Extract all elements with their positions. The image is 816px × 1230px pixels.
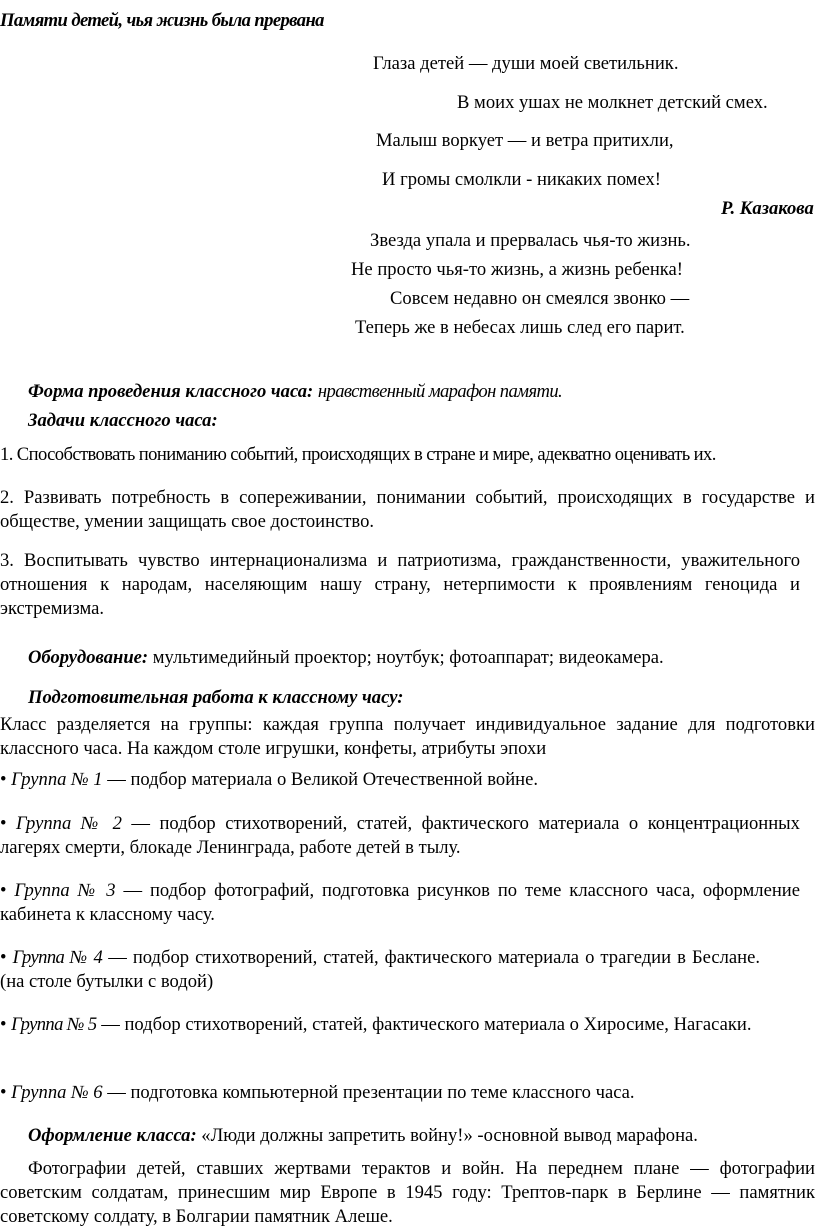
- task-item: 1. Способствовать пониманию событий, происходящих в стране и мире, адекватно оценивать их.: [0, 444, 716, 465]
- task-item: 2. Развивать потребность в сопереживании, понимании событий, происходящих в государстве и обществе, умении защищать свое достоинство.: [0, 487, 815, 532]
- group-name: Группа № 4: [12, 947, 103, 968]
- group-text: — подбор фотографий, подготовка рисунков по теме классного часа, оформление кабинета к классному часу.: [0, 880, 800, 925]
- form-line: [28, 381, 562, 403]
- form-label: Форма проведения классного часа:: [28, 381, 314, 402]
- decoration-value: «Люди должны запретить войну!» -основной вывод марафона.: [196, 1125, 698, 1146]
- group-name: Группа № 2: [16, 813, 122, 834]
- equipment-label: Оборудование:: [28, 647, 149, 668]
- document-title: Памяти детей, чья жизнь была прервана: [0, 10, 324, 31]
- group-text: — подготовка компьютерной презентации по теме классного часа.: [102, 1082, 635, 1103]
- group-item: • Группа № 2 — подбор стихотворений, статей, фактического материала о концентрационных лагерях смерти, блокаде Ленинграда, работе детей в тылу.: [0, 813, 800, 858]
- group-item: • Группа № 4 — подбор стихотворений, статей, фактического материала о трагедии в Беслане.(на столе бутылки с водой): [0, 947, 760, 992]
- task-item: 3. Воспитывать чувство интернационализма и патриотизма, гражданственности, уважительного отношения к народам, населяющим нашу страну, нетерпимости к проявлениям геноцида и экстремизма.: [0, 550, 800, 619]
- poem-line: Звезда упала и прервалась чья-то жизнь.: [370, 230, 691, 251]
- poem-line: Глаза детей — души моей светильник.: [373, 53, 679, 74]
- equipment-line: [28, 647, 664, 669]
- poem-author: Р. Казакова: [721, 198, 814, 219]
- poem-line: Совсем недавно он смеялся звонко —: [390, 288, 690, 309]
- prep-intro: Класс разделяется на группы: каждая группа получает индивидуальное задание для подготовки классного часа. На каждом столе игрушки, конфеты, атрибуты эпохи: [0, 714, 815, 759]
- form-value: нравственный марафон памяти.: [317, 381, 563, 402]
- poem-line: Теперь же в небесах лишь след его парит.: [355, 317, 685, 338]
- poem-line: В моих ушах не молкнет детский смех.: [457, 92, 768, 113]
- decoration-line: [28, 1125, 698, 1147]
- group-item: • Группа № 3 — подбор фотографий, подготовка рисунков по теме классного часа, оформление кабинета к классному часу.: [0, 880, 800, 925]
- equipment-value: мультимедийный проектор; ноутбук; фотоаппарат; видеокамера.: [152, 647, 664, 668]
- group-text: — подбор стихотворений, статей, фактического материала о трагедии в Беслане.(на столе бутылки с водой): [0, 947, 760, 992]
- group-item: • Группа № 1 — подбор материала о Великой Отечественной войне.: [0, 769, 539, 790]
- group-name: Группа № 3: [14, 880, 116, 901]
- group-item: • Группа № 6 — подготовка компьютерной презентации по теме классного часа.: [0, 1082, 635, 1103]
- decoration-label: Оформление класса:: [28, 1125, 197, 1146]
- tasks-heading: Задачи классного часа:: [28, 410, 218, 431]
- group-name: Группа № 5: [11, 1014, 97, 1035]
- group-text: — подбор материала о Великой Отечественной войне.: [102, 769, 539, 790]
- poem-line: Не просто чья-то жизнь, а жизнь ребенка!: [351, 259, 683, 280]
- photos-paragraph: Фотографии детей, ставших жертвами терактов и войн. На переднем плане — фотографии советским солдатам, принесшим мир Европе в 1945 году: Трептов-парк в Берлине — памятник советскому солдату, в Болгарии памятник Алеше.: [0, 1158, 815, 1227]
- prep-heading: Подготовительная работа к классному часу:: [28, 687, 404, 708]
- group-item: • Группа № 5 — подбор стихотворений, статей, фактического материала о Хиросиме, Нагасаки.: [0, 1014, 752, 1035]
- group-text: — подбор стихотворений, статей, фактического материала о Хиросиме, Нагасаки.: [96, 1014, 752, 1035]
- poem-line: И громы смолкли - никаких помех!: [382, 169, 661, 190]
- poem-line: Малыш воркует — и ветра притихли,: [376, 130, 674, 151]
- group-name: Группа № 6: [11, 1082, 103, 1103]
- group-name: Группа № 1: [11, 769, 103, 790]
- group-text: — подбор стихотворений, статей, фактического материала о концентрационных лагерях смерти, блокаде Ленинграда, работе детей в тылу.: [0, 813, 800, 858]
